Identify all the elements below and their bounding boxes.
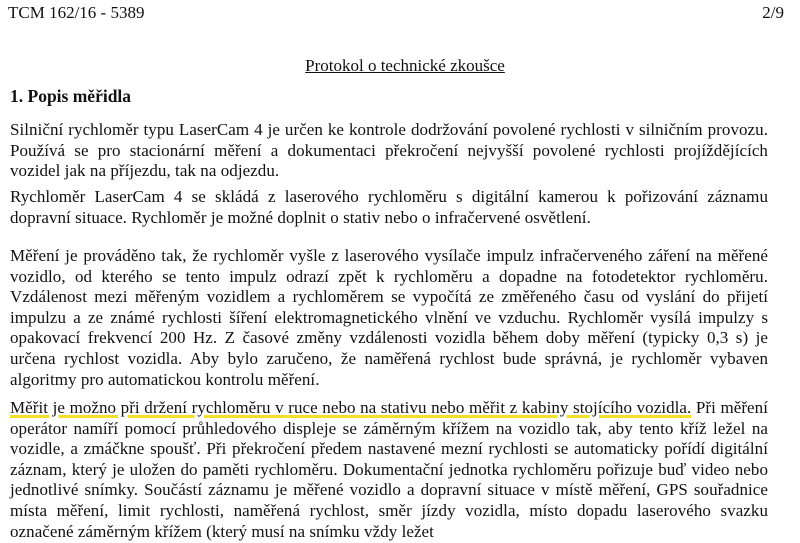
paragraph-3: Měření je prováděno tak, že rychloměr vyšle z laserového vysílače impulz infračerveného záření na měřené vozidlo, od kterého se tento impulz odrazí zpět k rychloměru a dopadne na fotodetektor rychloměru. Vzdálenost mezi měřeným vozidlem a rychloměrem se vypočítá ze změřeného času od vyslání do přijetí impulzu a ze známé rychlosti šíření elektromagnetického vlnění ve vzduchu. Rychloměr vysílá impulzy s opakovací frekvencí 200 Hz. Z časové změny vzdálenosti vozidla během doby měření (typicky 0,3 s) je určena rychlost vozidla. Aby bylo zaručeno, že naměřená rychlost bude správná, je rychloměr vybaven algoritmy pro automatickou kontrolu měření. (10, 246, 768, 389)
paragraph-4 (10, 398, 768, 542)
paragraph-4-rest: Při měření operátor namíří pomocí průhledového displeje se záměrným křížem na vozidlo tak, aby tento kříž ležel na vozidle, a zmáčkne spoušť. Při překročení předem nastavené mezní rychlosti se automaticky pořídí digitální záznam, který je uložen do paměti rychloměru. Dokumentační jednotka rychloměru pořizuje buď video nebo jednotlivé snímky. Součástí záznamu je měřené vozidlo a dopravní situace v místě měření, GPS souřadnice místa měření, limit rychlosti, naměřená rychlost, směr jízdy vozidla, místo dopadu laserového svazku označené záměrným křížem (který musí na snímku vždy ležet (10, 398, 768, 541)
page-number: 2/9 (762, 3, 784, 22)
section-heading: 1. Popis měřidla (10, 86, 132, 106)
highlighted-sentence: Měřit je možno při držení rychloměru v ruce nebo na stativu nebo měřit z kabiny stojícího vozidla. (10, 398, 692, 417)
paragraph-1: Silniční rychloměr typu LaserCam 4 je určen ke kontrole dodržování povolené rychlosti v silničním provozu. Používá se pro stacionární měření a dokumentaci překročení nejvyšší povolené rychlosti projíždějících vozidel jak na příjezdu, tak na odjezdu. (10, 120, 768, 181)
paragraph-2: Rychloměr LaserCam 4 se skládá z laserového rychloměru s digitální kamerou k pořizování záznamu dopravní situace. Rychloměr je možné doplnit o stativ nebo o infračervené osvětlení. (10, 187, 768, 227)
document-id: TCM 162/16 - 5389 (8, 3, 145, 22)
document-title: Protokol o technické zkoušce (305, 56, 505, 75)
